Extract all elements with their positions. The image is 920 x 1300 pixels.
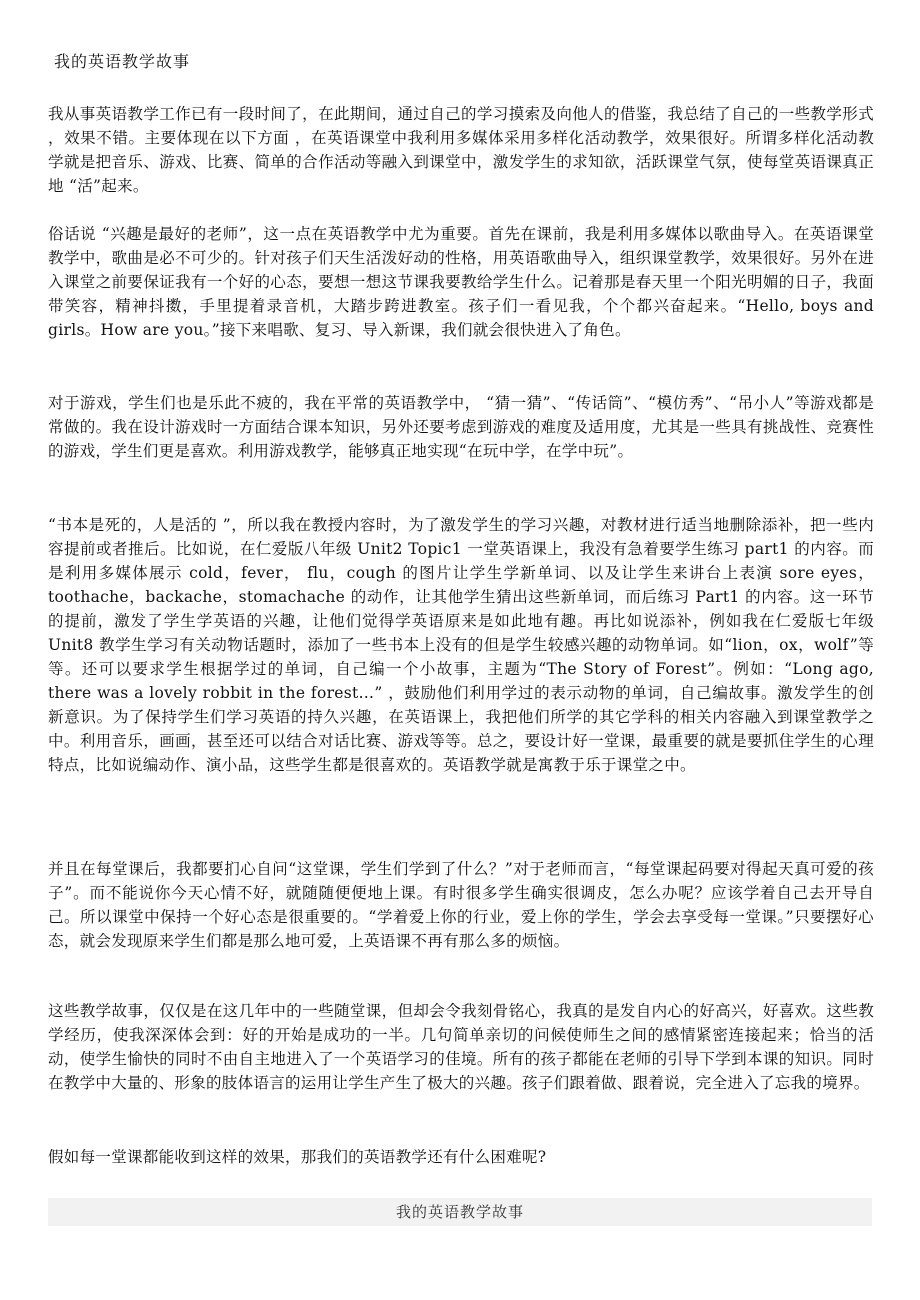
- paragraph-interest: 俗话说 “兴趣是最好的老师”，这一点在英语教学中尤为重要。首先在课前，我是利用多媒体以歌曲导入。在英语课堂教学中，歌曲是必不可少的。针对孩子们天生活泼好动的性格，用英语歌曲导入，组织课堂教学，效果很好。另外在进入课堂之前要保证我有一个好的心态，要想一想这节课我要教给学生什么。记着那是春天里一个阳光明媚的日子，我面带笑容，精神抖擞，手里提着录音机，大踏步跨进教室。孩子们一看见我，个个都兴奋起来。“Hello, boys and girls。How are you。”接下来唱歌、复习、导入新课，我们就会很快进入了角色。: [48, 225, 874, 339]
- paragraph-experience: 这些教学故事，仅仅是在这几年中的一些随堂课，但却会令我刻骨铭心，我真的是发自内心的好高兴，好喜欢。这些教学经历，使我深深体会到：好的开始是成功的一半。几句简单亲切的问候使师生之间的感情紧密连接起来；恰当的活动，使学生愉快的同时不由自主地进入了一个英语学习的佳境。所有的孩子都能在老师的引导下学到本课的知识。同时在教学中大量的、形象的肢体语言的运用让学生产生了极大的兴趣。孩子们跟着做、跟着说，完全进入了忘我的境界。: [48, 1002, 874, 1092]
- document-page: [48, 44, 876, 1224]
- paragraph-conclusion: 假如每一堂课都能收到这样的效果，那我们的英语教学还有什么困难呢?: [48, 1148, 547, 1166]
- page-footer: 我的英语教学故事: [48, 1198, 872, 1226]
- paragraph-intro: 我从事英语教学工作已有一段时间了，在此期间，通过自己的学习摸索及向他人的借鉴，我总结了自己的一些教学形式 ，效果不错。主要体现在以下方面 ，在英语课堂中我利用多媒体采用多样化活动教学，效果很好。所谓多样化活动教学就是把音乐、游戏、比赛、简单的合作活动等融入到课堂中，激发学生的求知欲，活跃课堂气氛，使每堂英语课真正地 “活”起来。: [48, 105, 874, 195]
- paragraph-reflection: 并且在每堂课后，我都要扪心自问“这堂课，学生们学到了什么？”对于老师而言，“每堂课起码要对得起天真可爱的孩子”。而不能说你今天心情不好，就随随便便地上课。有时很多学生确实很调皮，怎么办呢？应该学着自己去开导自己。所以课堂中保持一个好心态是很重要的。“学着爱上你的行业，爱上你的学生，学会去享受每一堂课。”只要摆好心态，就会发现原来学生们都是那么地可爱，上英语课不再有那么多的烦恼。: [48, 860, 874, 950]
- paragraph-games: 对于游戏，学生们也是乐此不疲的，我在平常的英语教学中， “猜一猜”、“传话筒”、“模仿秀”、“吊小人”等游戏都是常做的。我在设计游戏时一方面结合课本知识，另外还要考虑到游戏的难度及适用度，尤其是一些具有挑战性、竞赛性的游戏，学生们更是喜欢。利用游戏教学，能够真正地实现“在玩中学，在学中玩”。: [48, 394, 874, 460]
- document-title: 我的英语教学故事: [54, 52, 191, 71]
- paragraph-textbook: “书本是死的，人是活的 ”，所以我在教授内容时，为了激发学生的学习兴趣，对教材进行适当地删除添补，把一些内容提前或者推后。比如说，在仁爱版八年级 Unit2 Topic1 一堂英语课上，我没有急着要学生练习 part1 的内容。而是利用多媒体展示 cold，fever， flu，cough 的图片让学生学新单词、以及让学生来讲台上表演 sore eyes，toothache，backache，stomachache 的动作，让其他学生猜出这些新单词，而后练习 Part1 的内容。这一环节的提前，激发了学生学英语的兴趣，让他们觉得学英语原来是如此地有趣。再比如说添补，例如我在仁爱版七年级 Unit8 教学生学习有关动物话题时，添加了一些书本上没有的但是学生较感兴趣的动物单词。如“lion，ox，wolf”等等。还可以要求学生根据学过的单词，自己编一个小故事，主题为“The Story of Forest”。例如：“Long ago, there was a lovely robbit in the forest…” ，鼓励他们利用学过的表示动物的单词，自己编故事。激发学生的创新意识。为了保持学生们学习英语的持久兴趣，在英语课上，我把他们所学的其它学科的相关内容融入到课堂教学之中。利用音乐，画画，甚至还可以结合对话比赛、游戏等等。总之，要设计好一堂课，最重要的就是要抓住学生的心理特点，比如说编动作、演小品，这些学生都是很喜欢的。英语教学就是寓教于乐于课堂之中。: [48, 516, 874, 774]
